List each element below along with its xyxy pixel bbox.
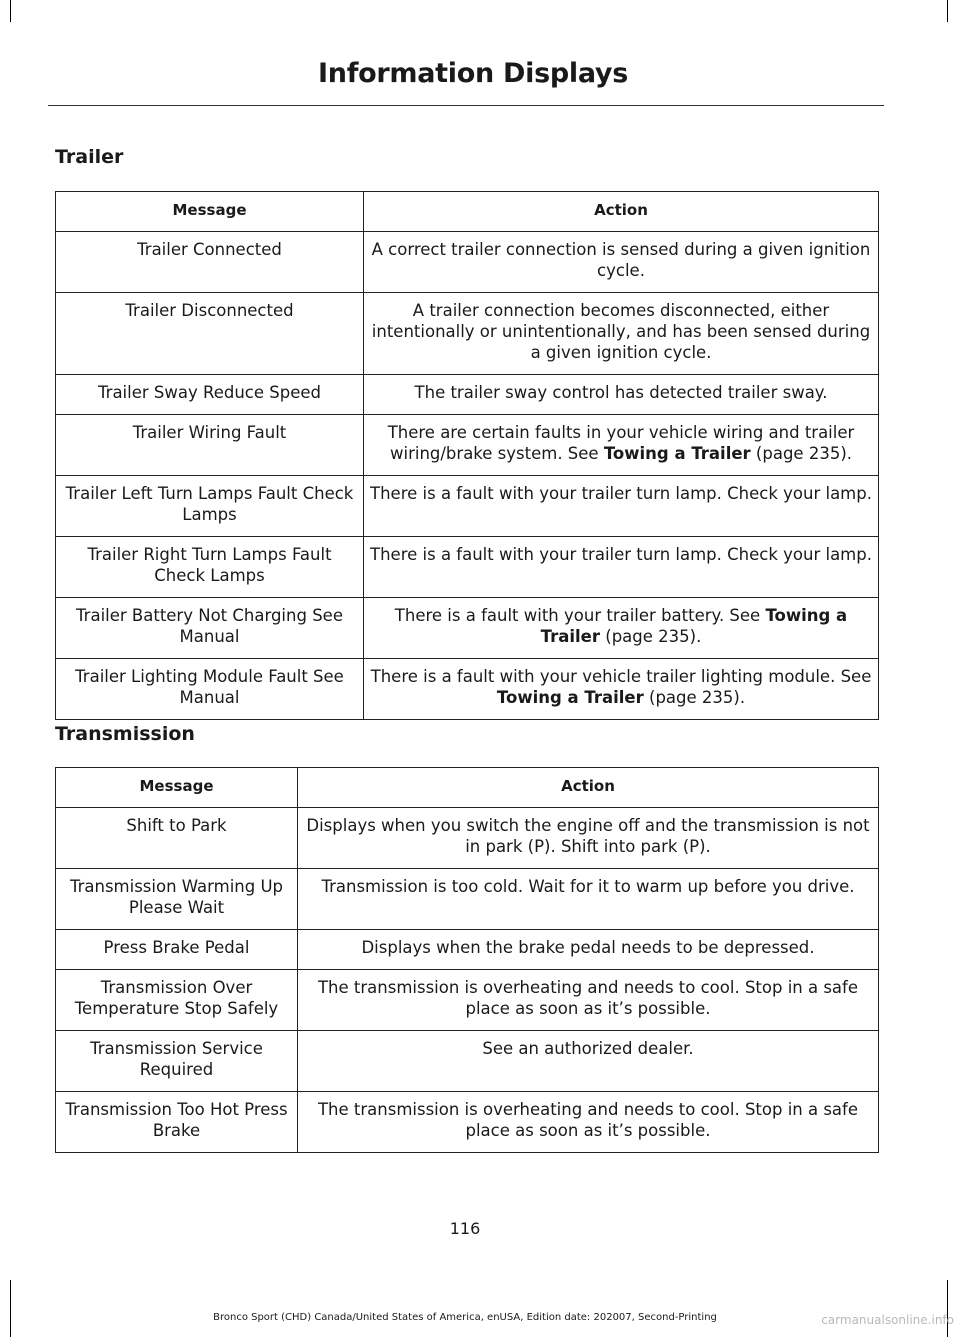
table-header-row — [56, 768, 879, 808]
title-divider — [48, 105, 884, 106]
trailer-table — [55, 191, 879, 720]
action-cell: The trailer sway control has detected trailer sway. — [364, 375, 879, 415]
message-cell: Transmission Over Temperature Stop Safely — [56, 970, 298, 1031]
column-header-message: Message — [56, 768, 298, 808]
action-cell: Transmission is too cold. Wait for it to warm up before you drive. — [298, 869, 879, 930]
message-cell: Trailer Sway Reduce Speed — [56, 375, 364, 415]
towing-a-trailer-link[interactable]: Towing a Trailer — [603, 444, 751, 463]
message-cell: Trailer Battery Not Charging See Manual — [56, 598, 364, 659]
crop-mark-top-left — [10, 0, 11, 22]
message-cell: Trailer Right Turn Lamps Fault Check Lamps — [56, 537, 364, 598]
edition-footer: Bronco Sport (CHD) Canada/United States of America, enUSA, Edition date: 202007, Second-Printing — [213, 1312, 717, 1323]
action-text: There is a fault with your vehicle trailer lighting module. See — [370, 667, 872, 686]
page-reference: (page 235). — [643, 688, 746, 707]
message-cell: Transmission Too Hot Press Brake — [56, 1092, 298, 1153]
table-row — [56, 232, 879, 293]
table-row — [56, 537, 879, 598]
column-header-action: Action — [298, 768, 879, 808]
message-cell: Transmission Warming Up Please Wait — [56, 869, 298, 930]
table-row — [56, 808, 879, 869]
page-number: 116 — [449, 1219, 481, 1238]
trailer-heading: Trailer — [55, 146, 124, 168]
table-row — [56, 1092, 879, 1153]
table-row — [56, 476, 879, 537]
action-cell — [364, 415, 879, 476]
table-row — [56, 375, 879, 415]
table-row — [56, 869, 879, 930]
action-cell: See an authorized dealer. — [298, 1031, 879, 1092]
message-cell: Trailer Lighting Module Fault See Manual — [56, 659, 364, 720]
action-cell: The transmission is overheating and needs to cool. Stop in a safe place as soon as it’s possible. — [298, 1092, 879, 1153]
towing-a-trailer-link[interactable]: Towing a Trailer — [496, 688, 644, 707]
crop-mark-bottom-right — [947, 1280, 948, 1337]
transmission-heading: Transmission — [55, 723, 195, 745]
table-row — [56, 1031, 879, 1092]
transmission-table — [55, 767, 879, 1153]
action-text: There are certain faults in your vehicle wiring and trailer wiring/brake system. See — [387, 423, 855, 463]
action-text: There is a fault with your trailer battery. See — [394, 606, 766, 625]
table-row — [56, 659, 879, 720]
page-reference: (page 235). — [750, 444, 852, 463]
page-reference: (page 235). — [600, 627, 702, 646]
action-cell: The transmission is overheating and needs to cool. Stop in a safe place as soon as it’s possible. — [298, 970, 879, 1031]
action-cell: There is a fault with your trailer turn lamp. Check your lamp. — [364, 537, 879, 598]
table-row — [56, 598, 879, 659]
column-header-action: Action — [364, 192, 879, 232]
table-row — [56, 293, 879, 375]
table-row — [56, 930, 879, 970]
message-cell: Trailer Left Turn Lamps Fault Check Lamps — [56, 476, 364, 537]
crop-mark-top-right — [947, 0, 948, 22]
message-cell: Trailer Wiring Fault — [56, 415, 364, 476]
table-row — [56, 415, 879, 476]
action-cell: A correct trailer connection is sensed during a given ignition cycle. — [364, 232, 879, 293]
action-cell: Displays when the brake pedal needs to be depressed. — [298, 930, 879, 970]
action-cell: There is a fault with your trailer turn lamp. Check your lamp. — [364, 476, 879, 537]
message-cell: Shift to Park — [56, 808, 298, 869]
action-cell: A trailer connection becomes disconnected, either intentionally or unintentionally, and has been sensed during a given ignition cycle. — [364, 293, 879, 375]
action-cell — [364, 598, 879, 659]
message-cell: Trailer Connected — [56, 232, 364, 293]
message-cell: Press Brake Pedal — [56, 930, 298, 970]
action-cell: Displays when you switch the engine off and the transmission is not in park (P). Shift into park (P). — [298, 808, 879, 869]
message-cell: Trailer Disconnected — [56, 293, 364, 375]
towing-a-trailer-link[interactable]: Towing a Trailer — [540, 606, 848, 646]
action-cell — [364, 659, 879, 720]
column-header-message: Message — [56, 192, 364, 232]
page-title: Information Displays — [318, 58, 628, 89]
table-row — [56, 970, 879, 1031]
crop-mark-bottom-left — [10, 1280, 11, 1337]
message-cell: Transmission Service Required — [56, 1031, 298, 1092]
watermark: carmanualsonline.info — [821, 1313, 954, 1327]
table-header-row — [56, 192, 879, 232]
